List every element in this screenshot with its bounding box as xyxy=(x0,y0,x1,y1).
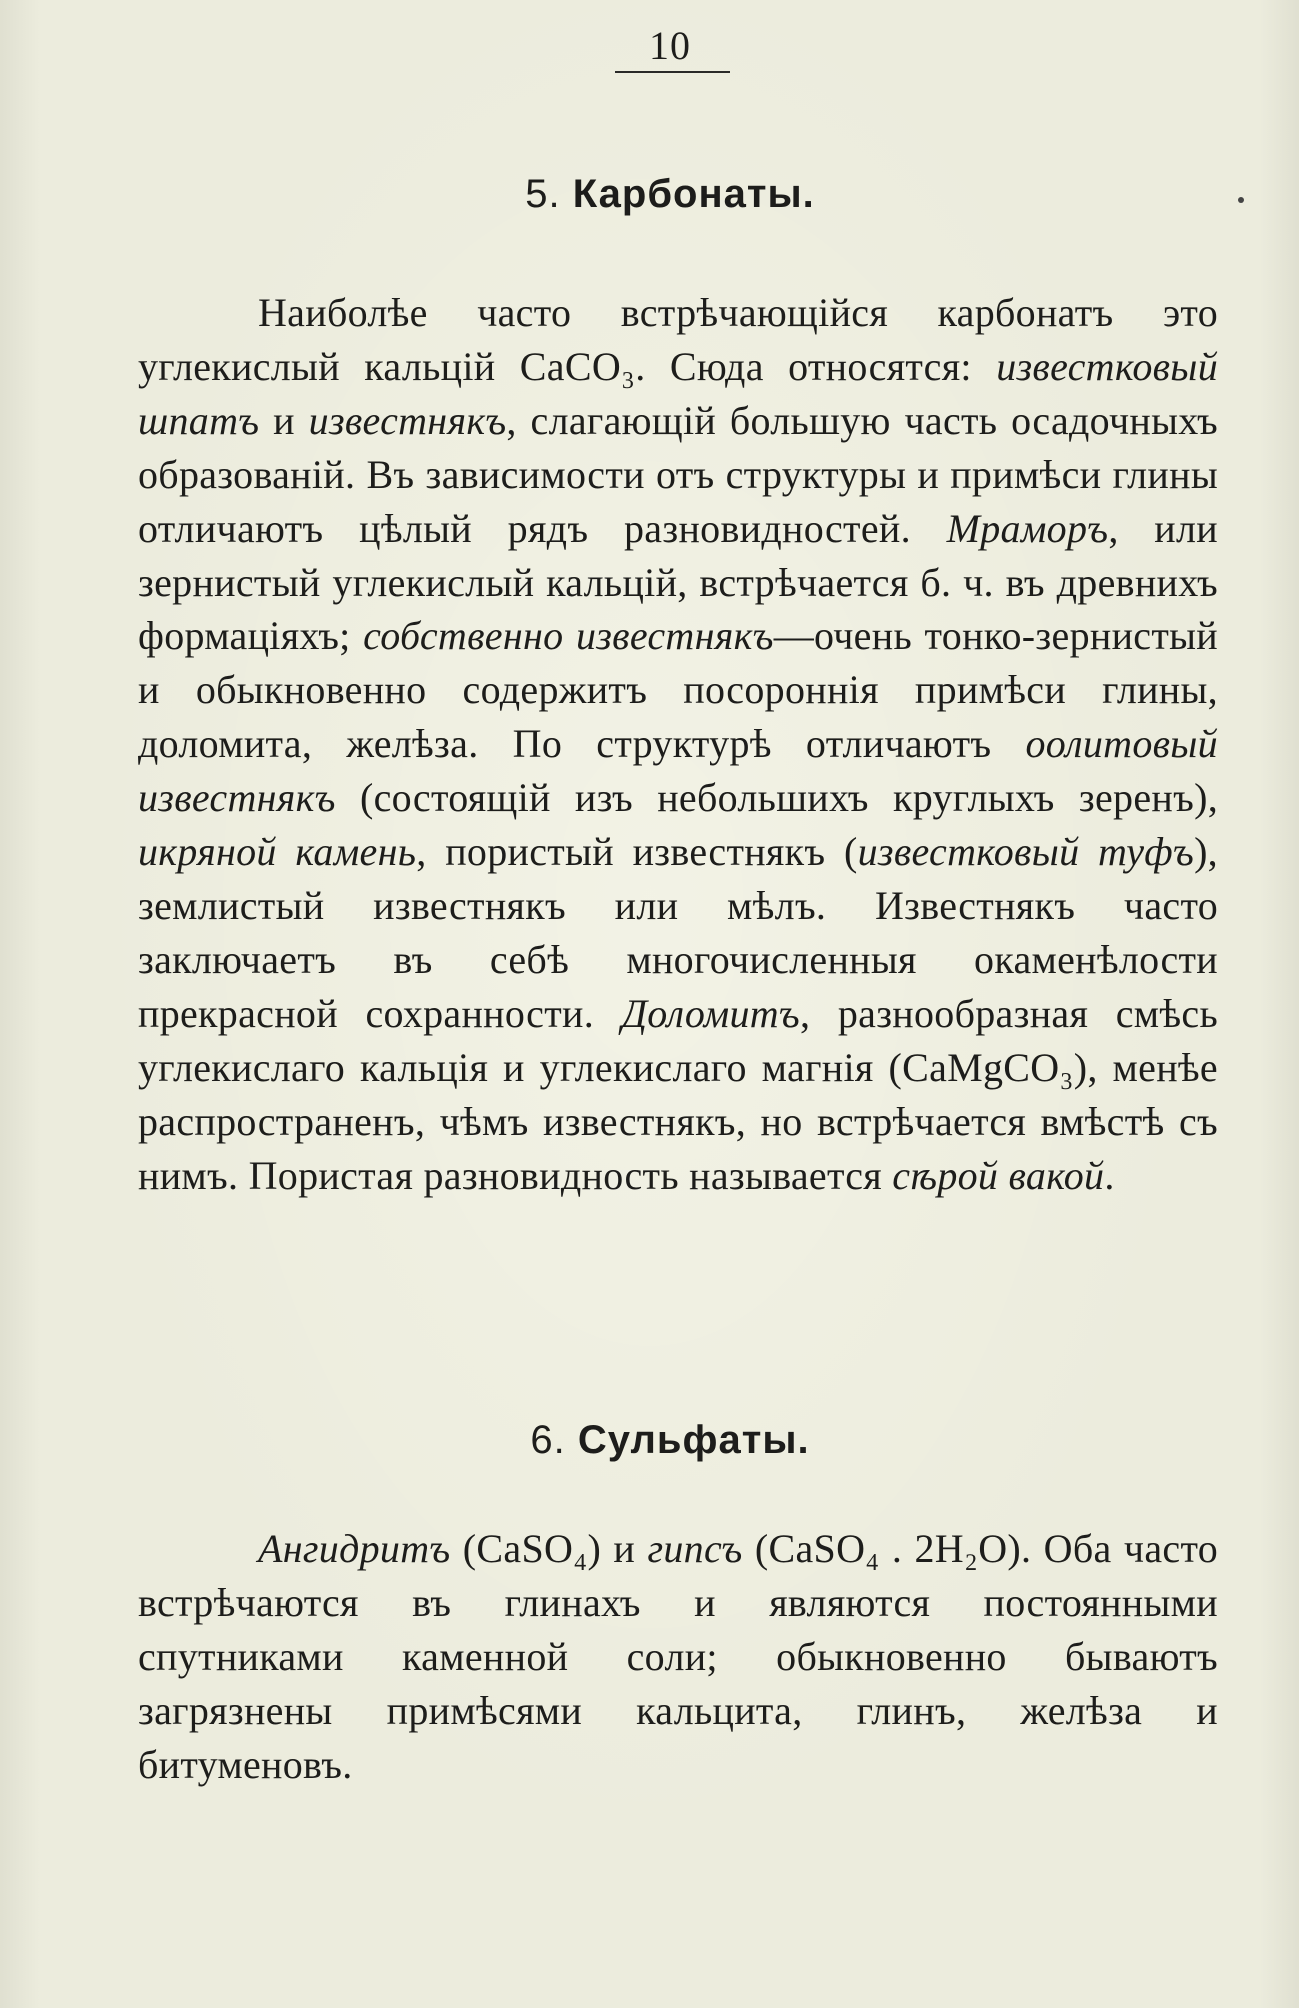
page-number: 10 xyxy=(649,23,691,68)
text-run: ), землистый известнякъ или мѣлъ. Известнякъ часто заключаетъ въ себѣ многочисленныя окаменѣлости прекрасной сохранности. xyxy=(138,829,1218,1036)
italic-term: собственно известнякъ xyxy=(363,613,774,659)
carbonates-paragraph xyxy=(138,286,1218,1202)
section-heading-carbonates xyxy=(0,172,1299,217)
text-run: и xyxy=(259,397,309,443)
text-run: (CaSO₄) и xyxy=(450,1526,648,1571)
text-run: (состоящій изъ небольшихъ круглыхъ зеренъ), xyxy=(335,775,1218,821)
text-run: . xyxy=(1104,1152,1115,1198)
italic-term: оолитовый известнякъ xyxy=(138,721,1218,821)
italic-term: известковый туфъ xyxy=(857,829,1195,875)
italic-term: сѣрой вакой xyxy=(892,1152,1105,1198)
text-run: Наиболѣе часто встрѣчающійся карбонатъ это углекислый кальцій CaCO₃. Сюда относятся: xyxy=(138,290,1218,389)
section-number: 5. xyxy=(525,172,561,216)
italic-term: Мраморъ xyxy=(946,505,1109,551)
italic-term: известнякъ xyxy=(308,397,507,443)
italic-term: икряной камень xyxy=(138,829,417,875)
text-run: , или зернистый углекислый кальцій, встрѣчается б. ч. въ древнихъ формаціяхъ; xyxy=(138,505,1218,659)
section-title: Карбонаты. xyxy=(572,172,815,216)
paper-speck xyxy=(1238,197,1244,203)
text-run: , пористый известнякъ ( xyxy=(416,829,858,875)
page-number-rule xyxy=(615,71,730,73)
section-number: 6. xyxy=(530,1418,566,1462)
section-title: Сульфаты. xyxy=(577,1418,810,1462)
italic-term: Доломитъ xyxy=(621,990,800,1036)
text-run: , разнообразная смѣсь углекислаго кальція и углекислаго магнія (CaMgCO₃), менѣе распространенъ, чѣмъ известнякъ, но встрѣчается вмѣстѣ съ нимъ. Пористая разновидность называется xyxy=(138,990,1218,1198)
text-run: —очень тонко-зернистый и обыкновенно содержитъ посороннія примѣси глины, доломита, желѣза. По структурѣ отличаютъ xyxy=(138,613,1218,767)
section-heading-sulfates xyxy=(0,1418,1299,1463)
italic-term: гипсъ xyxy=(647,1526,743,1571)
italic-term: известковый шпатъ xyxy=(138,343,1218,443)
text-run: (CaSO₄ . 2H₂O). Оба часто встрѣчаются въ глинахъ и являются постоянными спутниками каменной соли; обыкновенно бываютъ загрязнены примѣсями кальцита, глинъ, желѣза и битуменовъ. xyxy=(138,1526,1218,1787)
text-run: , слагающій большую часть осадочныхъ образованій. Въ зависимости отъ структуры и примѣси глины отличаютъ цѣлый рядъ разновидностей. xyxy=(138,397,1219,551)
sulfates-paragraph xyxy=(138,1522,1218,1792)
italic-term: Ангидритъ xyxy=(258,1526,451,1571)
